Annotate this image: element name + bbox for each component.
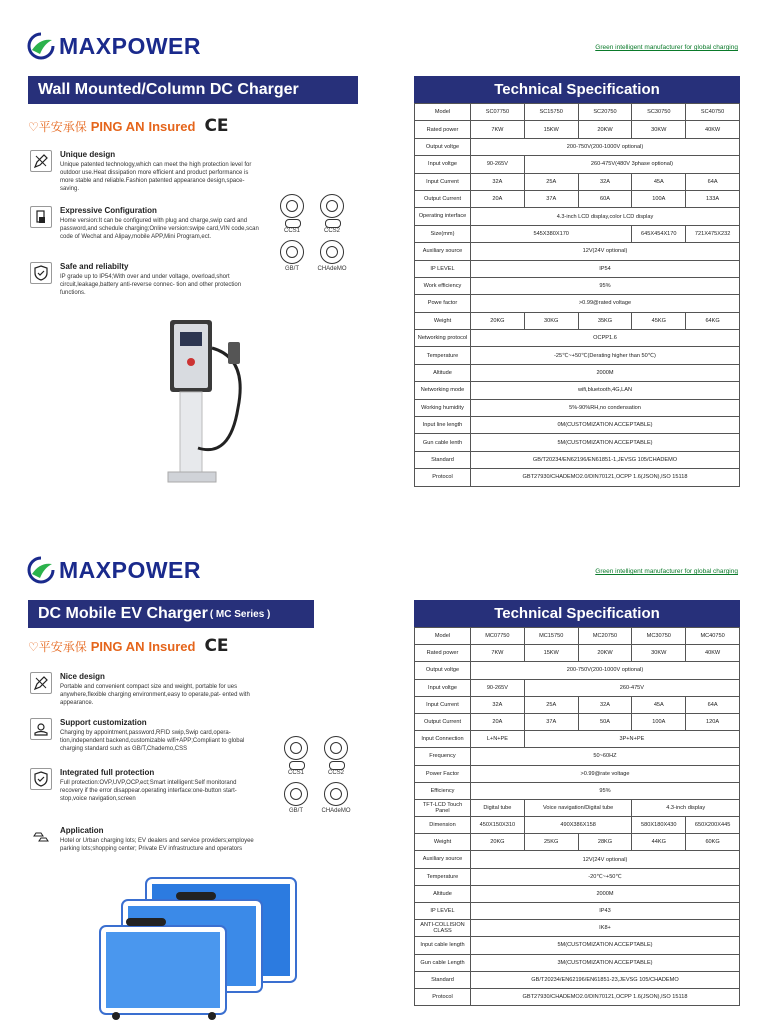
spec-value: 44KG <box>632 834 686 851</box>
spec-label: Rated power <box>415 645 471 662</box>
spec-row <box>415 243 740 260</box>
spec-value: IP43 <box>471 903 740 920</box>
spec-label: Rated power <box>415 121 471 138</box>
connector-types <box>278 736 354 814</box>
spec-row <box>415 173 740 190</box>
spec-row <box>415 662 740 679</box>
connector-label: CHAdeMO <box>317 266 347 272</box>
spec-value: Voice navigation/Digital tube <box>524 799 632 816</box>
spec-value: Digital tube <box>471 799 525 816</box>
spec-value: 45A <box>632 173 686 190</box>
spec-value: 3M(CUSTOMIZATION ACCEPTABLE) <box>471 954 740 971</box>
feature-title: Integrated full protection <box>60 768 155 777</box>
tech-spec-panel-wall <box>414 76 740 487</box>
insured-cn-label: ♡平安承保 <box>28 639 87 654</box>
design-pen-icon <box>30 150 52 172</box>
brand-name: MAXPOWER <box>59 32 201 59</box>
spec-row <box>415 208 740 225</box>
spec-row <box>415 748 740 765</box>
spec-row <box>415 920 740 937</box>
spec-value: 200-750V(200-1000V optional) <box>471 138 740 155</box>
spec-value: 133A <box>686 190 740 207</box>
spec-label: IP LEVEL <box>415 903 471 920</box>
spec-label: Networking protocol <box>415 330 471 347</box>
mobile-charger-image <box>96 870 306 1020</box>
spec-label: Temperature <box>415 347 471 364</box>
tech-spec-table <box>414 627 740 1006</box>
spec-value: 5%-90%RH,no condensation <box>471 399 740 416</box>
spec-label: Altitude <box>415 364 471 381</box>
feature-nice-design <box>30 672 260 707</box>
spec-value: 28KG <box>578 834 632 851</box>
spec-row <box>415 628 740 645</box>
spec-value: 0M(CUSTOMIZATION ACCEPTABLE) <box>471 417 740 434</box>
connector-gbt <box>274 240 310 272</box>
chademo-plug-icon <box>320 240 344 264</box>
spec-row <box>415 868 740 885</box>
spec-value: 650X200X445 <box>686 817 740 834</box>
connector-ccs2 <box>314 194 350 234</box>
spec-value: 20KG <box>471 834 525 851</box>
spec-label: Input Current <box>415 173 471 190</box>
spec-value: GB/T20234/EN62196/EN61851-23,JEVSG 105/CHADEMO <box>471 971 740 988</box>
hand-settings-icon <box>30 718 52 740</box>
tagline-link[interactable]: Green intelligent manufacturer for global charging <box>595 44 738 51</box>
spec-value: MC15750 <box>524 628 578 645</box>
connector-ccs1 <box>274 194 310 234</box>
ccs2-plug-icon <box>324 736 348 760</box>
ce-mark: CE <box>204 636 229 656</box>
insured-label: Insured <box>148 638 196 654</box>
spec-value: 7KW <box>471 645 525 662</box>
spec-row <box>415 434 740 451</box>
connector-label: CHAdeMO <box>321 808 351 814</box>
connector-ccs1 <box>278 736 314 776</box>
spec-label: Power Factor <box>415 765 471 782</box>
spec-label: Standard <box>415 971 471 988</box>
spec-label: Output Current <box>415 190 471 207</box>
spec-value: SC20750 <box>578 104 632 121</box>
spec-value: MC20750 <box>578 628 632 645</box>
spec-row <box>415 364 740 381</box>
spec-label: Gun cable lenth <box>415 434 471 451</box>
spec-value: 40KW <box>686 645 740 662</box>
spec-value: 4.3-inch display <box>632 799 740 816</box>
spec-label: Work efficiency <box>415 277 471 294</box>
spec-value: 25A <box>524 173 578 190</box>
feature-unique-design <box>30 150 260 193</box>
spec-value: 25KG <box>524 834 578 851</box>
spec-label: Input voltge <box>415 679 471 696</box>
spec-label: ANTI-COLLISION CLASS <box>415 920 471 937</box>
tech-spec-title: Technical Specification <box>414 76 740 103</box>
connector-gbt <box>278 782 314 814</box>
spec-label: Output voltge <box>415 138 471 155</box>
tech-spec-title: Technical Specification <box>414 600 740 627</box>
spec-value: GB/T20234/EN62196/EN61851-1,JEVSG 105/CHADEMO <box>471 451 740 468</box>
spec-row <box>415 679 740 696</box>
spec-value: 45KG <box>632 312 686 329</box>
feature-desc: Hotel or Urban charging lots; EV dealers and service providers;employee parking lots;shopping center; Private EV infrastructure and operators <box>60 838 254 853</box>
spec-value: 545X380X170 <box>471 225 632 242</box>
connector-label: CCS1 <box>287 770 304 776</box>
spec-value: 721X475X232 <box>686 225 740 242</box>
spec-row <box>415 696 740 713</box>
spec-label: Weight <box>415 312 471 329</box>
spec-value: 20KW <box>578 121 632 138</box>
spec-value: GBT27930/CHADEMO2.0/DIN70121,OCPP 1.6(JSON),ISO 15118 <box>471 988 740 1005</box>
design-pen-icon <box>30 672 52 694</box>
spec-value: 50~60HZ <box>471 748 740 765</box>
spec-row <box>415 817 740 834</box>
spec-value: 260-475V(480V 3phase optional) <box>524 156 739 173</box>
feature-integrated-protection <box>30 768 260 803</box>
spec-value: 60KG <box>686 834 740 851</box>
spec-value: 645X454X170 <box>632 225 686 242</box>
spec-label: IP LEVEL <box>415 260 471 277</box>
spec-label: Model <box>415 628 471 645</box>
spec-row <box>415 104 740 121</box>
spec-value: 580X180X430 <box>632 817 686 834</box>
tagline-link[interactable]: Green intelligent manufacturer for global charging <box>595 568 738 575</box>
feature-desc: Portable and convenient compact size and weight, portable for ues anywhere,flexible charging environment,easy to operate,pat- ented with appearance. <box>60 684 250 707</box>
tech-spec-panel-mobile <box>414 600 740 1006</box>
ccs2-plug-icon <box>320 194 344 218</box>
product-title: Wall Mounted/Column DC Charger <box>38 81 299 98</box>
spec-label: Output voltge <box>415 662 471 679</box>
cars-icon <box>30 826 52 848</box>
spec-value: 40KW <box>686 121 740 138</box>
insured-cn-label: ♡平安承保 <box>28 119 87 134</box>
spec-value: SC30750 <box>632 104 686 121</box>
spec-label: Input voltge <box>415 156 471 173</box>
spec-label: Gun cable Length <box>415 954 471 971</box>
spec-label: Frequency <box>415 748 471 765</box>
connector-label: GB/T <box>288 808 303 814</box>
brand-logo <box>26 556 201 584</box>
spec-value: 20KG <box>471 312 525 329</box>
spec-value: MC30750 <box>632 628 686 645</box>
spec-row <box>415 885 740 902</box>
spec-value: GBT27930/CHADEMO2.0/DIN70121,OCPP 1.6(JSON),ISO 15118 <box>471 469 740 486</box>
brand-logo-icon <box>26 32 56 60</box>
spec-value: 32A <box>578 696 632 713</box>
feature-desc: Home version:It can be configured with plug and charge,swip card and password,and schedule charging;Online version:swipe card,VIN code,scan code of Wechat and Alipay,mobile APP,Mini Program,ect. <box>60 218 259 241</box>
spec-label: Protocol <box>415 469 471 486</box>
gbt-plug-icon <box>284 782 308 806</box>
spec-row <box>415 765 740 782</box>
spec-value: 30KG <box>524 312 578 329</box>
spec-label: Input cable length <box>415 937 471 954</box>
insured-label: Insured <box>148 118 196 134</box>
spec-row <box>415 834 740 851</box>
spec-label: Networking mode <box>415 382 471 399</box>
spec-label: Weight <box>415 834 471 851</box>
ping-an-label: PING AN <box>90 118 145 134</box>
connector-chademo <box>314 240 350 272</box>
spec-value: 30KW <box>632 645 686 662</box>
spec-value: 2000M <box>471 364 740 381</box>
spec-row <box>415 469 740 486</box>
spec-value: L+N+PE <box>471 731 525 748</box>
shield-hand-icon <box>30 262 52 284</box>
spec-value: 37A <box>524 190 578 207</box>
hand-card-icon <box>30 206 52 228</box>
spec-value: 50A <box>578 713 632 730</box>
brand-logo-icon <box>26 556 56 584</box>
spec-value: 32A <box>471 696 525 713</box>
insurance-badge <box>28 116 229 136</box>
spec-row <box>415 330 740 347</box>
spec-row <box>415 954 740 971</box>
spec-value: 100A <box>632 190 686 207</box>
spec-value: SC15750 <box>524 104 578 121</box>
spec-label: Size(mm) <box>415 225 471 242</box>
spec-row <box>415 295 740 312</box>
spec-row <box>415 156 740 173</box>
spec-label: Input Current <box>415 696 471 713</box>
spec-value: IP54 <box>471 260 740 277</box>
spec-value: 32A <box>578 173 632 190</box>
spec-label: Auxiliary source <box>415 851 471 868</box>
spec-label: Temperature <box>415 868 471 885</box>
spec-value: MC40750 <box>686 628 740 645</box>
spec-value: 45A <box>632 696 686 713</box>
connector-label: CCS1 <box>283 228 300 234</box>
ping-an-label: PING AN <box>90 638 145 654</box>
spec-value: 20A <box>471 190 525 207</box>
spec-label: Input line length <box>415 417 471 434</box>
feature-support-customization <box>30 718 260 753</box>
feature-title: Nice design <box>60 672 105 681</box>
connector-label: CCS2 <box>323 228 340 234</box>
spec-label: Dimension <box>415 817 471 834</box>
connector-label: GB/T <box>284 266 299 272</box>
spec-value: SC40750 <box>686 104 740 121</box>
spec-row <box>415 645 740 662</box>
spec-value: 4.3-inch LCD display,color LCD display <box>471 208 740 225</box>
shield-hand-icon <box>30 768 52 790</box>
product-title: DC Mobile EV Charger <box>38 605 208 622</box>
feature-title: Support customization <box>60 718 147 727</box>
spec-label: Output Current <box>415 713 471 730</box>
spec-value: 100A <box>632 713 686 730</box>
spec-value: 490X386X158 <box>524 817 632 834</box>
spec-row <box>415 713 740 730</box>
spec-value: -20℃~+50℃ <box>471 868 740 885</box>
spec-value: 200-750V(200-1000V optional) <box>471 662 740 679</box>
spec-value: wifi,bluetooth,4G,LAN <box>471 382 740 399</box>
spec-label: Altitude <box>415 885 471 902</box>
spec-label: Operating interface <box>415 208 471 225</box>
spec-value: 15KW <box>524 121 578 138</box>
spec-value: 64A <box>686 696 740 713</box>
spec-value: OCPP1.6 <box>471 330 740 347</box>
spec-value: -25℃~+50℃(Derating higher than 50℃) <box>471 347 740 364</box>
spec-label: Efficiency <box>415 782 471 799</box>
spec-value: 3P+N+PE <box>524 731 739 748</box>
spec-row <box>415 451 740 468</box>
spec-row <box>415 277 740 294</box>
spec-row <box>415 417 740 434</box>
feature-expressive-configuration <box>30 206 260 241</box>
spec-value: >0.99@rated voltage <box>471 295 740 312</box>
feature-title: Unique design <box>60 150 116 159</box>
spec-value: 5M(CUSTOMIZATION ACCEPTABLE) <box>471 937 740 954</box>
spec-row <box>415 399 740 416</box>
spec-row <box>415 851 740 868</box>
chademo-plug-icon <box>324 782 348 806</box>
spec-value: 15KW <box>524 645 578 662</box>
wall-charger-image <box>158 318 268 498</box>
spec-value: 64KG <box>686 312 740 329</box>
spec-value: 12V(24V optional) <box>471 243 740 260</box>
spec-label: Protocol <box>415 988 471 1005</box>
feature-desc: Full protection:OVP,UVP,OCP,ect;Smart intelligent:Self monitorand recovery if the error disappear.operating interface:one-button start-stop,voice navigation,screen <box>60 780 237 803</box>
spec-value: 64A <box>686 173 740 190</box>
product-series: ( MC Series ) <box>209 608 271 620</box>
spec-value: 32A <box>471 173 525 190</box>
spec-value: 37A <box>524 713 578 730</box>
spec-value: >0.99@rate voltage <box>471 765 740 782</box>
spec-row <box>415 988 740 1005</box>
connector-ccs2 <box>318 736 354 776</box>
spec-row <box>415 937 740 954</box>
ccs1-plug-icon <box>280 194 304 218</box>
spec-value: MC07750 <box>471 628 525 645</box>
connector-label: CCS2 <box>327 770 344 776</box>
feature-desc: Charging by appointment,password,RFID swip,Swip card,opera- tion,independent backend,customizable wifi+APP;Compliant to global charging standard such as GB/T,Chademo,CSS <box>60 730 245 753</box>
brand-logo <box>26 32 201 60</box>
feature-desc: Unique patented technology,which can meet the high protection level for outdoor use.Heat dissipation more efficient and product performance is more stable and reliable.Fashion patented appearance design,space-saving. <box>60 162 252 193</box>
gbt-plug-icon <box>280 240 304 264</box>
ccs1-plug-icon <box>284 736 308 760</box>
spec-value: 60A <box>578 190 632 207</box>
spec-value: 35KG <box>578 312 632 329</box>
spec-value: IK8+ <box>471 920 740 937</box>
spec-value: 95% <box>471 277 740 294</box>
feature-title: Safe and reliabilty <box>60 262 129 271</box>
spec-row <box>415 971 740 988</box>
connector-types <box>274 194 350 272</box>
spec-row <box>415 347 740 364</box>
spec-label: TFT-LCD Touch Panel <box>415 799 471 816</box>
spec-value: 260-475V <box>524 679 739 696</box>
spec-row <box>415 903 740 920</box>
feature-safe-reliability <box>30 262 260 297</box>
spec-value: 7KW <box>471 121 525 138</box>
tech-spec-table <box>414 103 740 487</box>
spec-row <box>415 260 740 277</box>
spec-row <box>415 799 740 816</box>
spec-value: 25A <box>524 696 578 713</box>
product-title-banner <box>28 600 314 628</box>
feature-desc: IP grade up to IP54;With over and under voltage, overload,short circuit,leakage,battery anti-reverse connec- tion and other protection functions. <box>60 274 242 297</box>
feature-title: Expressive Configuration <box>60 206 157 215</box>
spec-label: Powe factor <box>415 295 471 312</box>
connector-chademo <box>318 782 354 814</box>
spec-label: Model <box>415 104 471 121</box>
feature-application <box>30 826 260 853</box>
spec-row <box>415 190 740 207</box>
spec-row <box>415 138 740 155</box>
product-title-banner <box>28 76 358 104</box>
spec-row <box>415 225 740 242</box>
spec-value: 120A <box>686 713 740 730</box>
spec-label: Input Connection <box>415 731 471 748</box>
insurance-badge <box>28 636 229 656</box>
spec-row <box>415 782 740 799</box>
spec-value: 450X150X310 <box>471 817 525 834</box>
spec-value: 90-265V <box>471 156 525 173</box>
feature-title: Application <box>60 826 104 835</box>
ce-mark: CE <box>204 116 229 136</box>
spec-row <box>415 382 740 399</box>
spec-value: 5M(CUSTOMIZATION ACCEPTABLE) <box>471 434 740 451</box>
spec-value: 90-265V <box>471 679 525 696</box>
spec-value: 20KW <box>578 645 632 662</box>
spec-value: 12V(24V optional) <box>471 851 740 868</box>
spec-label: Working humidity <box>415 399 471 416</box>
spec-value: 2000M <box>471 885 740 902</box>
spec-value: SC07750 <box>471 104 525 121</box>
spec-value: 95% <box>471 782 740 799</box>
spec-value: 30KW <box>632 121 686 138</box>
spec-label: Auxiliary source <box>415 243 471 260</box>
spec-value: 20A <box>471 713 525 730</box>
spec-row <box>415 121 740 138</box>
spec-row <box>415 731 740 748</box>
brand-name: MAXPOWER <box>59 556 201 583</box>
spec-row <box>415 312 740 329</box>
spec-label: Standard <box>415 451 471 468</box>
